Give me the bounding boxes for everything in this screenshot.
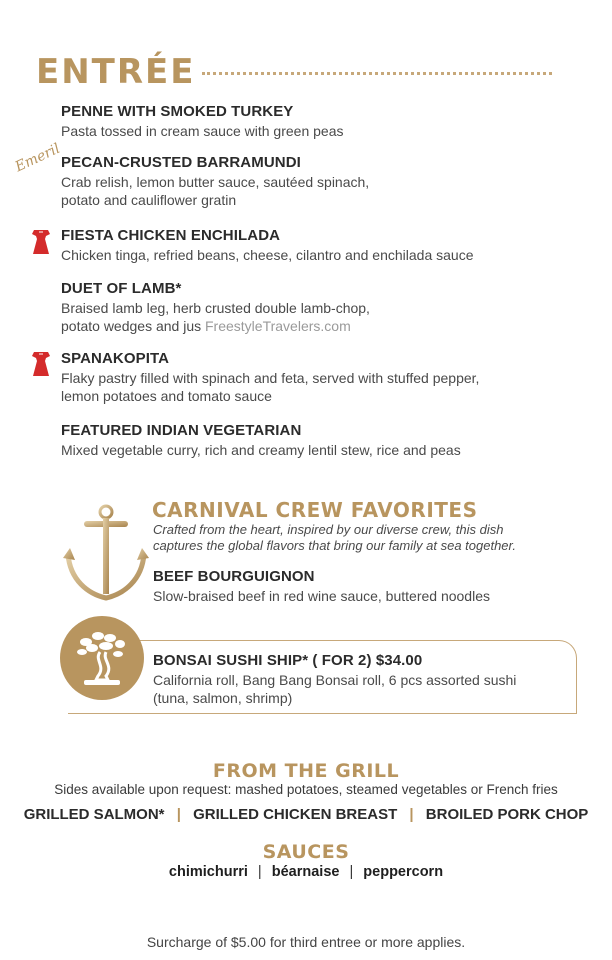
grill-items bbox=[0, 806, 612, 823]
carnival-fun-ship-icon bbox=[30, 350, 52, 378]
sauce-items bbox=[0, 864, 612, 880]
bonsai-tree-icon bbox=[60, 616, 144, 700]
grill-item: GRILLED SALMON* bbox=[23, 806, 165, 823]
separator: | bbox=[409, 806, 414, 823]
menu-item bbox=[61, 154, 581, 209]
menu-item-desc: Mixed vegetable curry, rich and creamy lentil stew, rice and peas bbox=[61, 442, 461, 458]
menu-item-desc bbox=[61, 173, 581, 209]
menu-item-desc-line: California roll, Bang Bang Bonsai roll, 6 pcs assorted sushi bbox=[153, 672, 517, 688]
menu-item-title: DUET OF LAMB* bbox=[61, 280, 182, 297]
menu-item-title: PENNE WITH SMOKED TURKEY bbox=[61, 103, 294, 120]
menu-item-title: FEATURED INDIAN VEGETARIAN bbox=[61, 422, 302, 439]
menu-item-desc-line-text: potato wedges and jus bbox=[61, 318, 202, 334]
menu-item-desc: Pasta tossed in cream sauce with green peas bbox=[61, 123, 344, 139]
menu-item-desc: Chicken tinga, refried beans, cheese, cilantro and enchilada sauce bbox=[61, 247, 474, 263]
menu-item bbox=[61, 350, 581, 405]
menu-item-title: SPANAKOPITA bbox=[61, 350, 170, 367]
carnival-fun-ship-icon bbox=[30, 228, 52, 256]
surcharge-note: Surcharge of $5.00 for third entree or more applies. bbox=[146, 934, 466, 950]
sauce-item: béarnaise bbox=[271, 864, 340, 880]
menu-item-desc bbox=[61, 369, 581, 405]
menu-item-desc-line: lemon potatoes and tomato sauce bbox=[61, 388, 272, 404]
crew-tagline-line: captures the global flavors that bring our family at sea together. bbox=[153, 538, 516, 553]
separator: | bbox=[176, 806, 181, 823]
menu-item bbox=[153, 652, 573, 707]
menu-item-desc-line: Braised lamb leg, herb crusted double lamb-chop, bbox=[61, 300, 370, 316]
separator: | bbox=[349, 864, 354, 880]
menu-item-desc: Slow-braised beef in red wine sauce, buttered noodles bbox=[153, 588, 490, 604]
menu-item-title: BONSAI SUSHI SHIP* ( FOR 2) $34.00 bbox=[153, 652, 423, 669]
separator: | bbox=[257, 864, 262, 880]
dotted-divider bbox=[202, 72, 552, 75]
menu-item-desc-line: Crab relish, lemon butter sauce, sautéed spinach, bbox=[61, 174, 370, 190]
grill-item: GRILLED CHICKEN BREAST bbox=[193, 806, 398, 823]
menu-item-desc-line: potato and cauliflower gratin bbox=[61, 192, 237, 208]
crew-tagline-line: Crafted from the heart, inspired by our diverse crew, this dish bbox=[153, 522, 504, 537]
menu-item-desc bbox=[153, 671, 573, 707]
menu-item bbox=[153, 568, 593, 605]
anchor-icon bbox=[62, 502, 150, 604]
menu-item-title: BEEF BOURGUIGNON bbox=[153, 568, 315, 585]
emeril-signature-icon: Emeril bbox=[12, 140, 63, 176]
section-title-grill: FROM THE GRILL bbox=[212, 760, 400, 782]
grill-item: BROILED PORK CHOP bbox=[425, 806, 589, 823]
menu-item bbox=[61, 280, 581, 335]
grill-sides-note: Sides available upon request: mashed potatoes, steamed vegetables or French fries bbox=[54, 782, 558, 797]
section-title-entree: ENTRÉE bbox=[36, 52, 196, 92]
section-title-sauces: SAUCES bbox=[262, 841, 350, 863]
section-title-crew-favorites: CARNIVAL CREW FAVORITES bbox=[152, 498, 478, 522]
menu-item-title: FIESTA CHICKEN ENCHILADA bbox=[61, 227, 281, 244]
sauce-item: peppercorn bbox=[363, 864, 444, 880]
menu-item-desc-line bbox=[61, 317, 581, 335]
menu-item-title: PECAN-CRUSTED BARRAMUNDI bbox=[61, 154, 301, 171]
menu-item bbox=[61, 422, 581, 459]
menu-item-desc-line: Flaky pastry filled with spinach and feta, served with stuffed pepper, bbox=[61, 370, 480, 386]
menu-item bbox=[61, 103, 581, 140]
menu-item-desc-line: (tuna, salmon, shrimp) bbox=[153, 690, 293, 706]
watermark: FreestyleTravelers.com bbox=[205, 318, 351, 334]
crew-tagline bbox=[153, 522, 593, 554]
menu-item-desc bbox=[61, 299, 581, 335]
menu-item bbox=[61, 227, 581, 264]
sauce-item: chimichurri bbox=[168, 864, 248, 880]
